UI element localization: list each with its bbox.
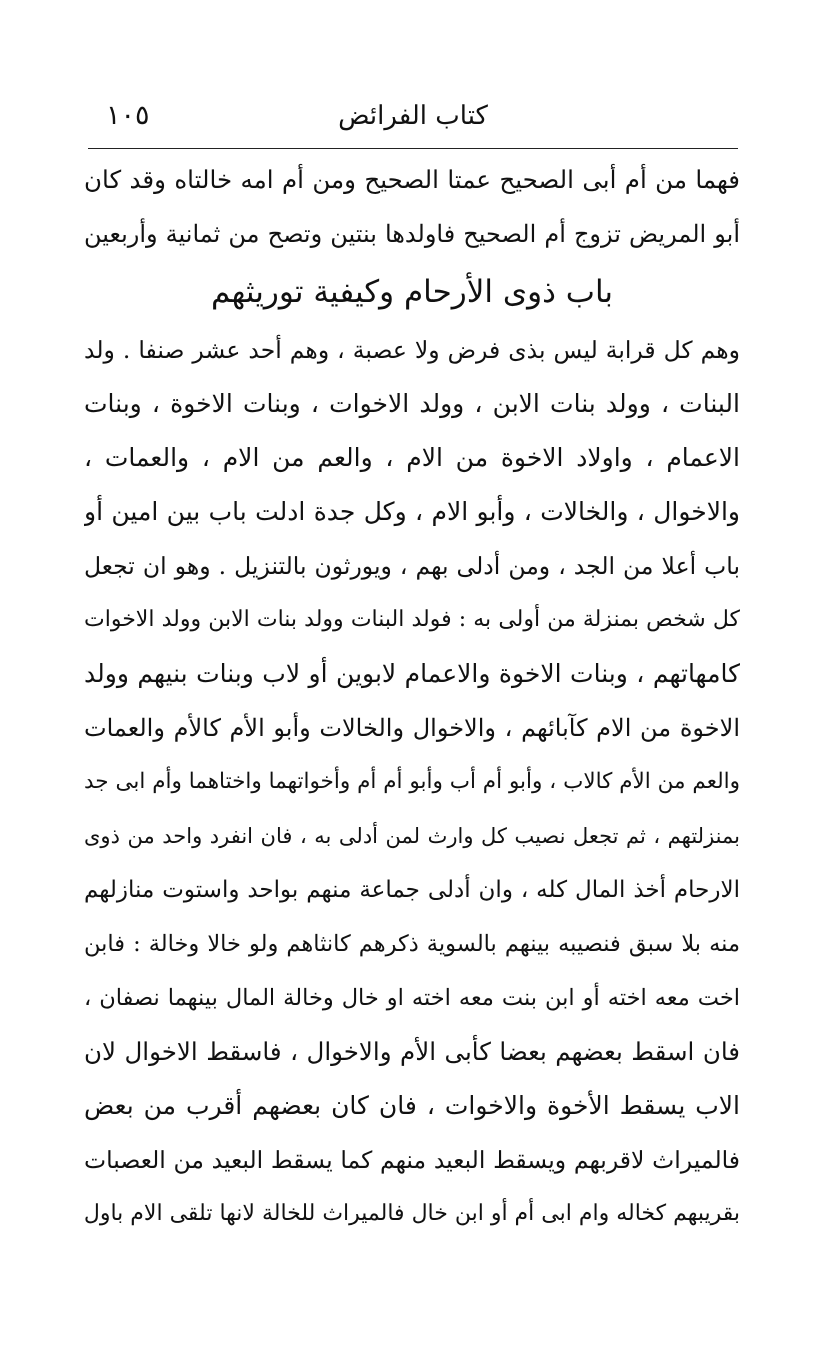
page-number: ١٠٥: [106, 100, 150, 131]
running-title: كتاب الفرائض: [338, 101, 488, 131]
text-line-17: الاب يسقط الأخوة والاخوات ، فان كان بعضهم أقرب من بعض: [84, 1091, 740, 1120]
text-line-2: أبو المريض تزوج أم الصحيح فاولدها بنتين وتصح من ثمانية وأربعين: [84, 220, 740, 248]
body-text: [84, 153, 740, 1241]
text-line-7: باب أعلا من الجد ، ومن أدلى بهم ، ويورثون بالتنزيل . وهو ان تجعل: [84, 552, 740, 580]
text-line-15: اخت معه اخته أو ابن بنت معه اخته او خال وخالة المال بينهما نصفان ،: [84, 985, 740, 1011]
text-line-19: بقريبهم كخاله وام ابى أم أو ابن خال فالميراث للخالة لانها تلقى الام باول: [84, 1201, 740, 1226]
text-line-6: والاخوال ، والخالات ، وأبو الام ، وكل جدة ادلت باب بين امين أو: [84, 497, 740, 526]
text-line-8: كل شخص بمنزلة من أولى به : فولد البنات وولد بنات الابن وولد الاخوات: [84, 607, 740, 632]
text-line-11: والعم من الأم كالاب ، وأبو أم أب وأبو أم أم وأخواتهما واختاهما وأم ابى جد: [84, 769, 740, 794]
text-line-9: كامهاتهم ، وبنات الاخوة والاعمام لابوين أو لاب وبنات بنيهم وولد: [84, 659, 740, 688]
header-rule: [88, 148, 738, 149]
text-line-13: الارحام أخذ المال كله ، وان أدلى جماعة منهم بواحد واستوت منازلهم: [84, 877, 740, 903]
text-line-14: منه بلا سبق فنصيبه بينهم بالسوية ذكرهم كانثاهم ولو خالا وخالة : فابن: [84, 931, 740, 957]
text-line-16: فان اسقط بعضهم بعضا كأبى الأم والاخوال ، فاسقط الاخوال لان: [84, 1037, 740, 1066]
text-line-12: بمنزلتهم ، ثم تجعل نصيب كل وارث لمن أدلى به ، فان انفرد واحد من ذوى: [84, 824, 740, 848]
text-line-3: وهم كل قرابة ليس بذى فرض ولا عصبة ، وهم أحد عشر صنفا . ولد: [84, 336, 740, 364]
text-line-1: فهما من أم أبى الصحيح عمتا الصحيح ومن أم امه خالتاه وقد كان: [84, 165, 740, 194]
section-heading: باب ذوى الأرحام وكيفية توريثهم: [210, 274, 614, 310]
text-line-4: البنات ، وولد بنات الابن ، وولد الاخوات ، وبنات الاخوة ، وبنات: [84, 389, 740, 418]
page-header: [88, 96, 738, 136]
text-line-10: الاخوة من الام كآبائهم ، والاخوال والخالات وأبو الأم كالأم والعمات: [84, 714, 740, 742]
text-line-5: الاعمام ، واولاد الاخوة من الام ، والعم من الام ، والعمات ،: [84, 443, 740, 472]
text-line-18: فالميراث لاقربهم ويسقط البعيد منهم كما يسقط البعيد من العصبات: [84, 1146, 740, 1174]
